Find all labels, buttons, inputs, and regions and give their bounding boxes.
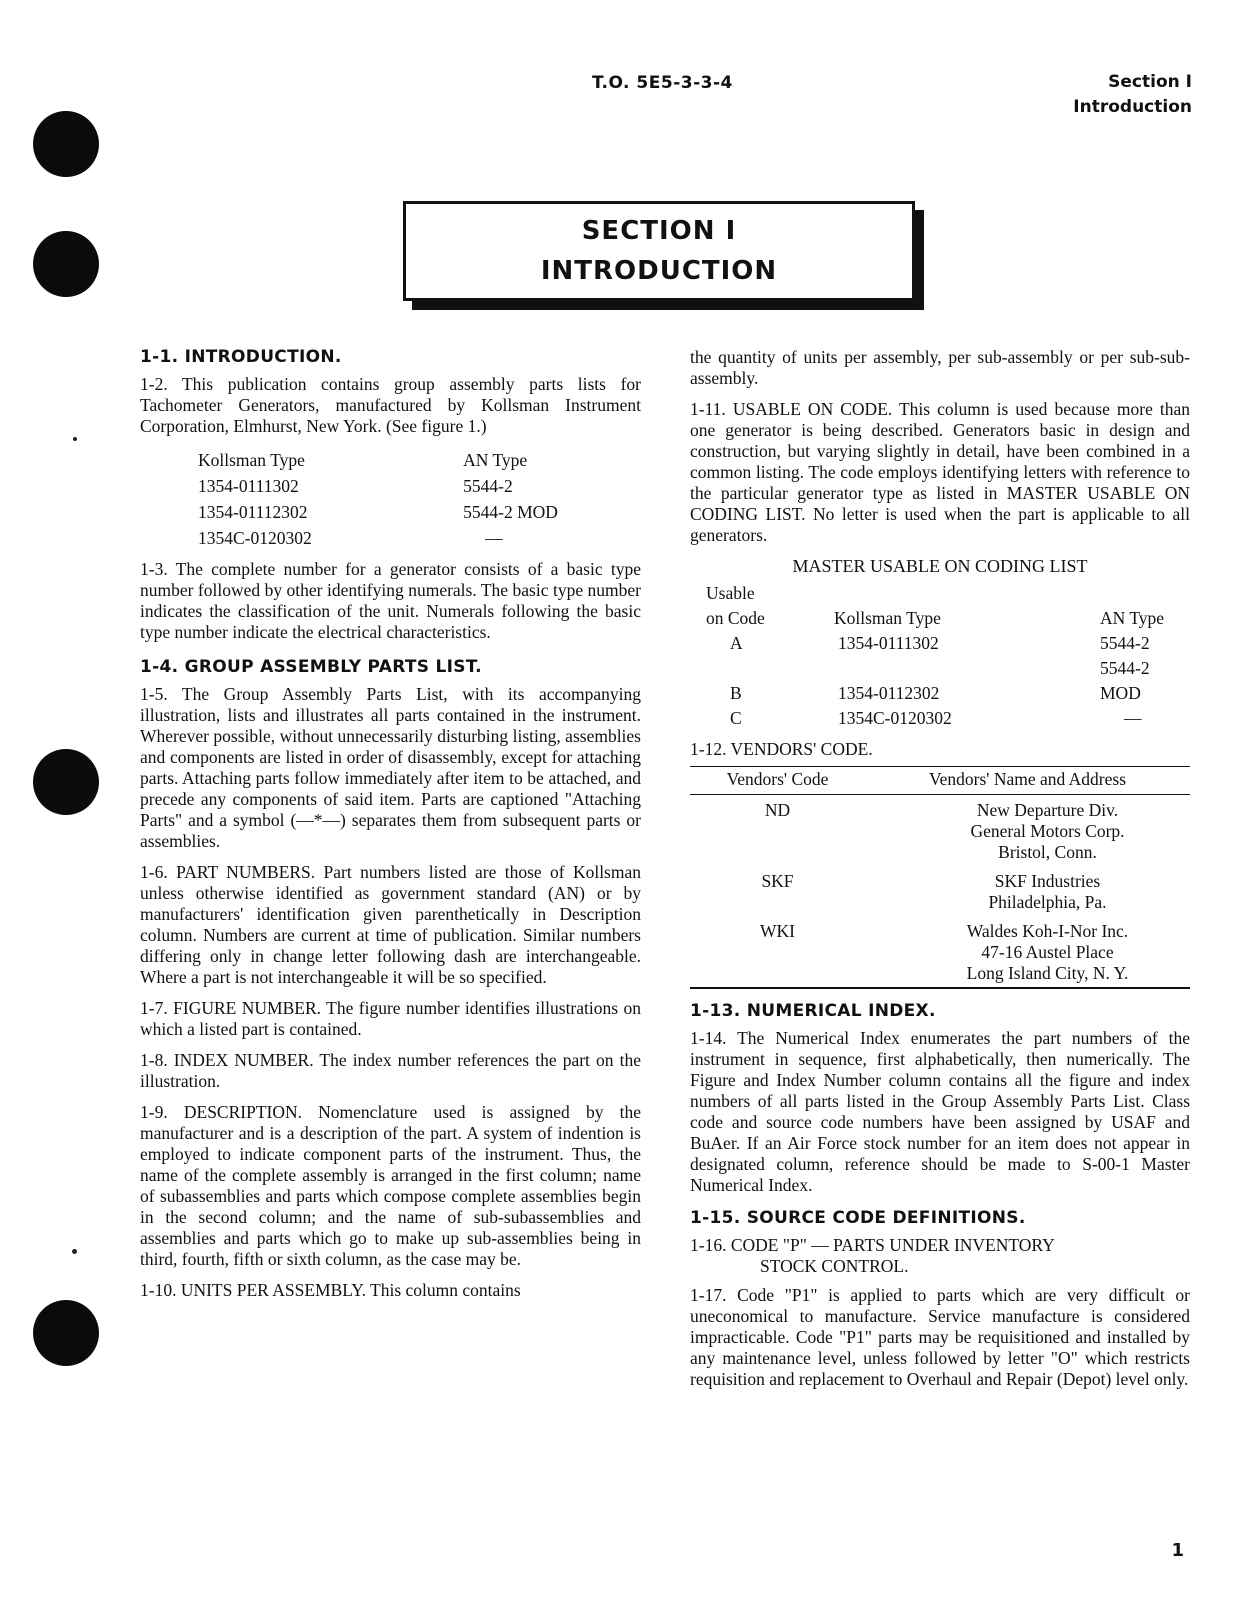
address-line: Bristol, Conn. [998, 842, 1097, 862]
section-header-line2: Introduction [1073, 97, 1192, 117]
paragraph-1-10: 1-10. UNITS PER ASSEMBLY. This column contains [140, 1280, 521, 1300]
table-cell: 5544-2 MOD [1100, 658, 1150, 703]
heading-1-4: 1-4. GROUP ASSEMBLY PARTS LIST. [140, 657, 482, 677]
heading-1-13: 1-13. NUMERICAL INDEX. [690, 1001, 936, 1021]
paragraph-1-8: 1-8. INDEX NUMBER. The index number references the part on the illustration. [140, 1050, 641, 1091]
table-row [690, 866, 1190, 916]
to-number: T.O. 5E5-3-3-4 [592, 73, 733, 93]
table-row [690, 795, 1190, 867]
table-row [690, 631, 1190, 656]
address-line: Philadelphia, Pa. [988, 892, 1107, 912]
column-header: Kollsman Type [198, 450, 305, 470]
right-column [690, 347, 1190, 1400]
paragraph-1-16 [690, 1235, 1190, 1277]
paragraph-1-6: 1-6. PART NUMBERS. Part numbers listed are those of Kollsman unless otherwise identified as government standard (AN) or by manufacturers' identification given parenthetically in Description column. Numbers are current at time of publication. Similar numbers differing only in change letter following dash are interchangeable. Where a part is not interchangeable it will be so specified. [140, 862, 641, 987]
paragraph-1-16-line2: STOCK CONTROL. [760, 1256, 909, 1276]
section-header-line1: Section I [1108, 72, 1192, 92]
address-line: General Motors Corp. [970, 821, 1125, 841]
table-row [690, 656, 1190, 706]
section-title-box [403, 201, 915, 301]
table-row [690, 706, 1190, 731]
paragraph-1-9: 1-9. DESCRIPTION. Nomenclature used is assigned by the manufacturer and is a description of the part. A system of indention is employed to indicate component parts of the instrument. Thus, the name of the complete assembly is arranged in the first column; name of subassemblies and parts which compose complete assemblies begin in the second column; and the name of sub-subassemblies and assemblies and parts which go to make up sub-assemblies being in third, fourth, fifth or sixth column, as the case may be. [140, 1102, 641, 1269]
paragraph-1-17: 1-17. Code "P1" is applied to parts which are very difficult or uneconomical to manufacture. Service manufacture is considered impracticable. Code "P1" parts may be requisitioned and installed by any maintenance level, unless followed by letter "O" which restricts requisition and replacement to Overhaul and Repair (Depot) level only. [690, 1285, 1190, 1389]
margin-mark [73, 437, 77, 441]
table-row [140, 525, 641, 551]
table-cell: A [730, 633, 743, 653]
paragraph-1-3: 1-3. The complete number for a generator consists of a basic type number followed by other identifying numerals. The basic type number indicates the classification of the unit. Numerals following the basic type number indicate the electrical characteristics. [140, 559, 641, 642]
table-cell: 1354-0112302 [838, 683, 940, 703]
vendor-code: SKF [761, 871, 794, 891]
vendor-address [865, 866, 1190, 916]
page-number: 1 [1171, 1540, 1184, 1561]
table-cell: — [1124, 708, 1142, 728]
address-line: 47-16 Austel Place [981, 942, 1114, 962]
paragraph-1-11: 1-11. USABLE ON CODE. This column is used because more than one generator is being described. Generators basic in design and construction, but varying slightly in detail, have been combined in a common listing. The code employs identifying letters with reference to the particular generator type as listed in MASTER USABLE ON CODING LIST. No letter is used when the part is applicable to all generators. [690, 399, 1190, 545]
binder-hole-top [33, 111, 99, 177]
section-title-line1: SECTION I [581, 216, 737, 246]
table-cell: C [730, 708, 742, 728]
address-line: Long Island City, N. Y. [966, 963, 1129, 983]
heading-1-15: 1-15. SOURCE CODE DEFINITIONS. [690, 1208, 1026, 1228]
table-header-row [690, 581, 1190, 631]
master-list-title: MASTER USABLE ON CODING LIST [792, 556, 1088, 576]
margin-mark [72, 1249, 77, 1254]
master-usable-on-table [690, 581, 1190, 731]
paragraph-1-10-cont: the quantity of units per assembly, per sub-assembly or per sub-sub-assembly. [690, 347, 1190, 388]
paragraph-1-5: 1-5. The Group Assembly Parts List, with its accompanying illustration, lists and illustrates all parts contained in the instrument. Wherever possible, without unnecessarily disturbing listing, assemblies and components are listed in order of disassembly, except for attaching parts. Attaching parts follow immediately after item to be attached, and precede any components of said item. Parts are captioned "Attaching Parts" and a symbol (—*—) separates them from subsequent parts or assemblies. [140, 684, 641, 851]
column-header: Vendors' Code [690, 767, 865, 795]
table-header-row [690, 767, 1190, 795]
table-cell: 1354C-0120302 [198, 528, 312, 548]
paragraph-1-12: 1-12. VENDORS' CODE. [690, 739, 873, 759]
column-header-line: on Code [706, 608, 765, 628]
table-cell: B [730, 683, 742, 703]
vendor-code: WKI [760, 921, 795, 941]
heading-1-1: 1-1. INTRODUCTION. [140, 347, 342, 367]
table-cell: 1354C-0120302 [838, 708, 952, 728]
vendor-code: ND [764, 800, 791, 820]
address-line: New Departure Div. [976, 800, 1119, 820]
section-title-line2: INTRODUCTION [540, 256, 778, 286]
table-row [140, 499, 641, 525]
paragraph-1-14: 1-14. The Numerical Index enumerates the part numbers of the instrument in sequence, first alphabetically, then numerically. The Figure and Index Number column contains all the figure and index numbers of all parts listed in the Group Assembly Parts List. Class code and source code numbers have been assigned by USAF and BuAer. If an Air Force stock number for an item does not appear in designated column, reference should be made to S-00-1 Master Numerical Index. [690, 1028, 1190, 1195]
table-cell: 5544-2 [1100, 633, 1150, 653]
binder-hole-upper [33, 231, 99, 297]
table-header-row [140, 447, 641, 473]
vendor-address [865, 916, 1190, 988]
table-row [140, 473, 641, 499]
column-header: AN Type [463, 450, 528, 470]
vendor-address [865, 795, 1190, 867]
paragraph-1-16-line1: 1-16. CODE "P" — PARTS UNDER INVENTORY [690, 1235, 1055, 1255]
table-cell: — [485, 528, 503, 548]
left-column [140, 347, 641, 1311]
address-line: SKF Industries [994, 871, 1101, 891]
column-header: Vendors' Name and Address [865, 767, 1190, 795]
vendors-table [690, 766, 1190, 989]
table-cell: 1354-0111302 [198, 476, 299, 496]
table-cell: 1354-01112302 [198, 502, 308, 522]
table-row [690, 916, 1190, 988]
generator-types-table [140, 447, 641, 551]
paragraph-1-7: 1-7. FIGURE NUMBER. The figure number identifies illustrations on which a listed part is contained. [140, 998, 641, 1039]
address-line: Waldes Koh-I-Nor Inc. [966, 921, 1129, 941]
column-header-line: Usable [706, 583, 755, 603]
table-cell: 1354-0111302 [838, 633, 939, 653]
table-cell: 5544-2 MOD [463, 502, 558, 522]
table-cell: 5544-2 [463, 476, 513, 496]
paragraph-1-2: 1-2. This publication contains group assembly parts lists for Tachometer Generators, manufactured by Kollsman Instrument Corporation, Elmhurst, New York. (See figure 1.) [140, 374, 641, 436]
column-header: Kollsman Type [834, 608, 941, 628]
column-header: AN Type [1100, 608, 1165, 628]
binder-hole-lower [33, 1300, 99, 1366]
column-header [690, 581, 826, 631]
binder-hole-middle [33, 749, 99, 815]
section-header [1073, 70, 1192, 120]
